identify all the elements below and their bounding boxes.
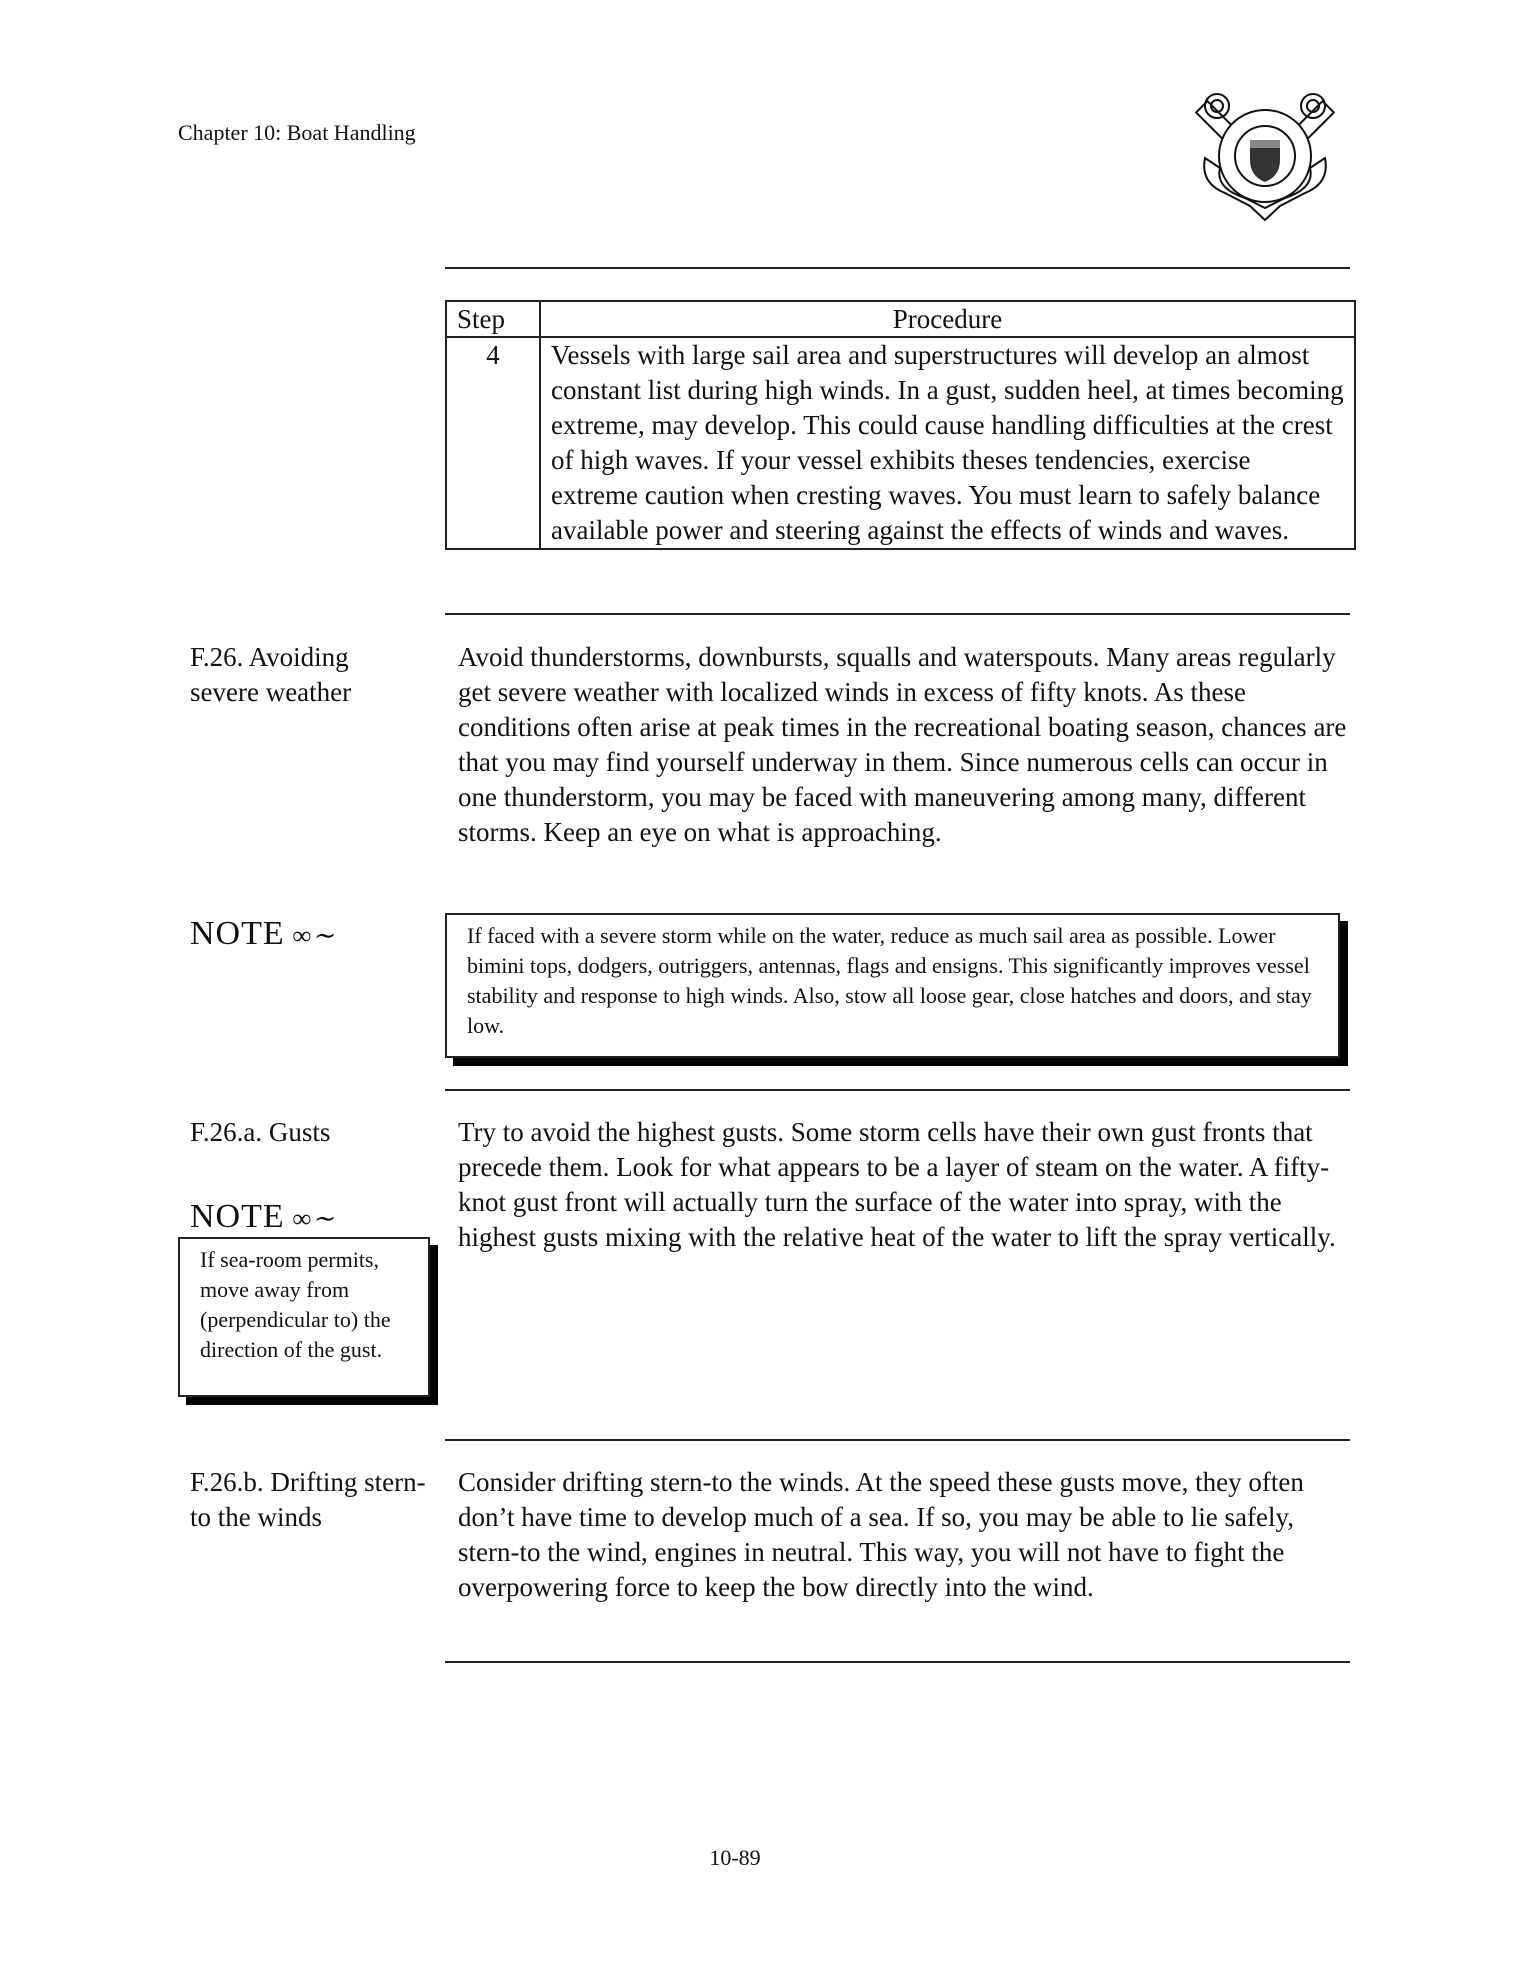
coast-guard-seal-logo <box>1195 88 1335 223</box>
section-text-f26a: Try to avoid the highest gusts. Some storm cells have their own gust fronts that precede them. Look for what appears to be a layer of steam on the water. A fifty-knot gust front will actually turn the surface of the water into spray, with the highest gusts mixing with the relative heat of the water to lift the spray vertically. <box>458 1117 1336 1252</box>
divider <box>445 267 1350 269</box>
note-box: If sea-room permits, move away from (perpendicular to) the direction of the gust. <box>178 1237 430 1397</box>
table-header-row <box>446 301 1355 337</box>
eyeglasses-icon: ∞∼ <box>292 921 335 950</box>
note-box: If faced with a severe storm while on the water, reduce as much sail area as possible. Lower bimini tops, dodgers, outriggers, antennas, flags and ensigns. This significantly improves vessel stability and response to high winds. Also, stow all loose gear, close hatches and doors, and stay low. <box>445 913 1340 1058</box>
note-heading <box>190 1198 335 1236</box>
page-number: 10-89 <box>709 1845 761 1870</box>
column-header-procedure: Procedure <box>540 301 1355 337</box>
chapter-header: Chapter 10: Boat Handling <box>178 120 416 145</box>
divider <box>445 1439 1350 1441</box>
step-number: 4 <box>446 337 540 549</box>
section-label-f26a: F.26.a. Gusts <box>190 1117 331 1147</box>
note-label: NOTE <box>190 915 285 952</box>
section-label-f26b: F.26.b. Drifting stern-to the winds <box>190 1467 426 1532</box>
note-heading <box>190 915 335 953</box>
table-row <box>446 337 1355 549</box>
section-text-f26: Avoid thunderstorms, downbursts, squalls and waterspouts. Many areas regularly get severe weather with localized winds in excess of fifty knots. As these conditions often arise at peak times in the recreational boating season, chances are that you may find yourself underway in them. Since numerous cells can occur in one thunderstorm, you may be faced with maneuvering among many, different storms. Keep an eye on what is approaching. <box>458 642 1347 847</box>
procedure-table <box>445 300 1356 550</box>
divider <box>445 1661 1350 1663</box>
divider <box>445 1089 1350 1091</box>
procedure-text: Vessels with large sail area and superstructures will develop an almost constant list during high winds. In a gust, sudden heel, at times becoming extreme, may develop. This could cause handling difficulties at the crest of high waves. If your vessel exhibits theses tendencies, exercise extreme caution when cresting waves. You must learn to safely balance available power and steering against the effects of winds and waves. <box>540 337 1355 549</box>
divider <box>445 613 1350 615</box>
note-label: NOTE <box>190 1198 285 1235</box>
eyeglasses-icon: ∞∼ <box>292 1204 335 1233</box>
section-label-f26: F.26. Avoiding severe weather <box>190 642 352 707</box>
section-text-f26b: Consider drifting stern-to the winds. At the speed these gusts move, they often don’t have time to develop much of a sea. If so, you may be able to lie safely, stern-to the wind, engines in neutral. This way, you will not have to fight the overpowering force to keep the bow directly into the wind. <box>458 1467 1304 1602</box>
column-header-step: Step <box>446 301 540 337</box>
